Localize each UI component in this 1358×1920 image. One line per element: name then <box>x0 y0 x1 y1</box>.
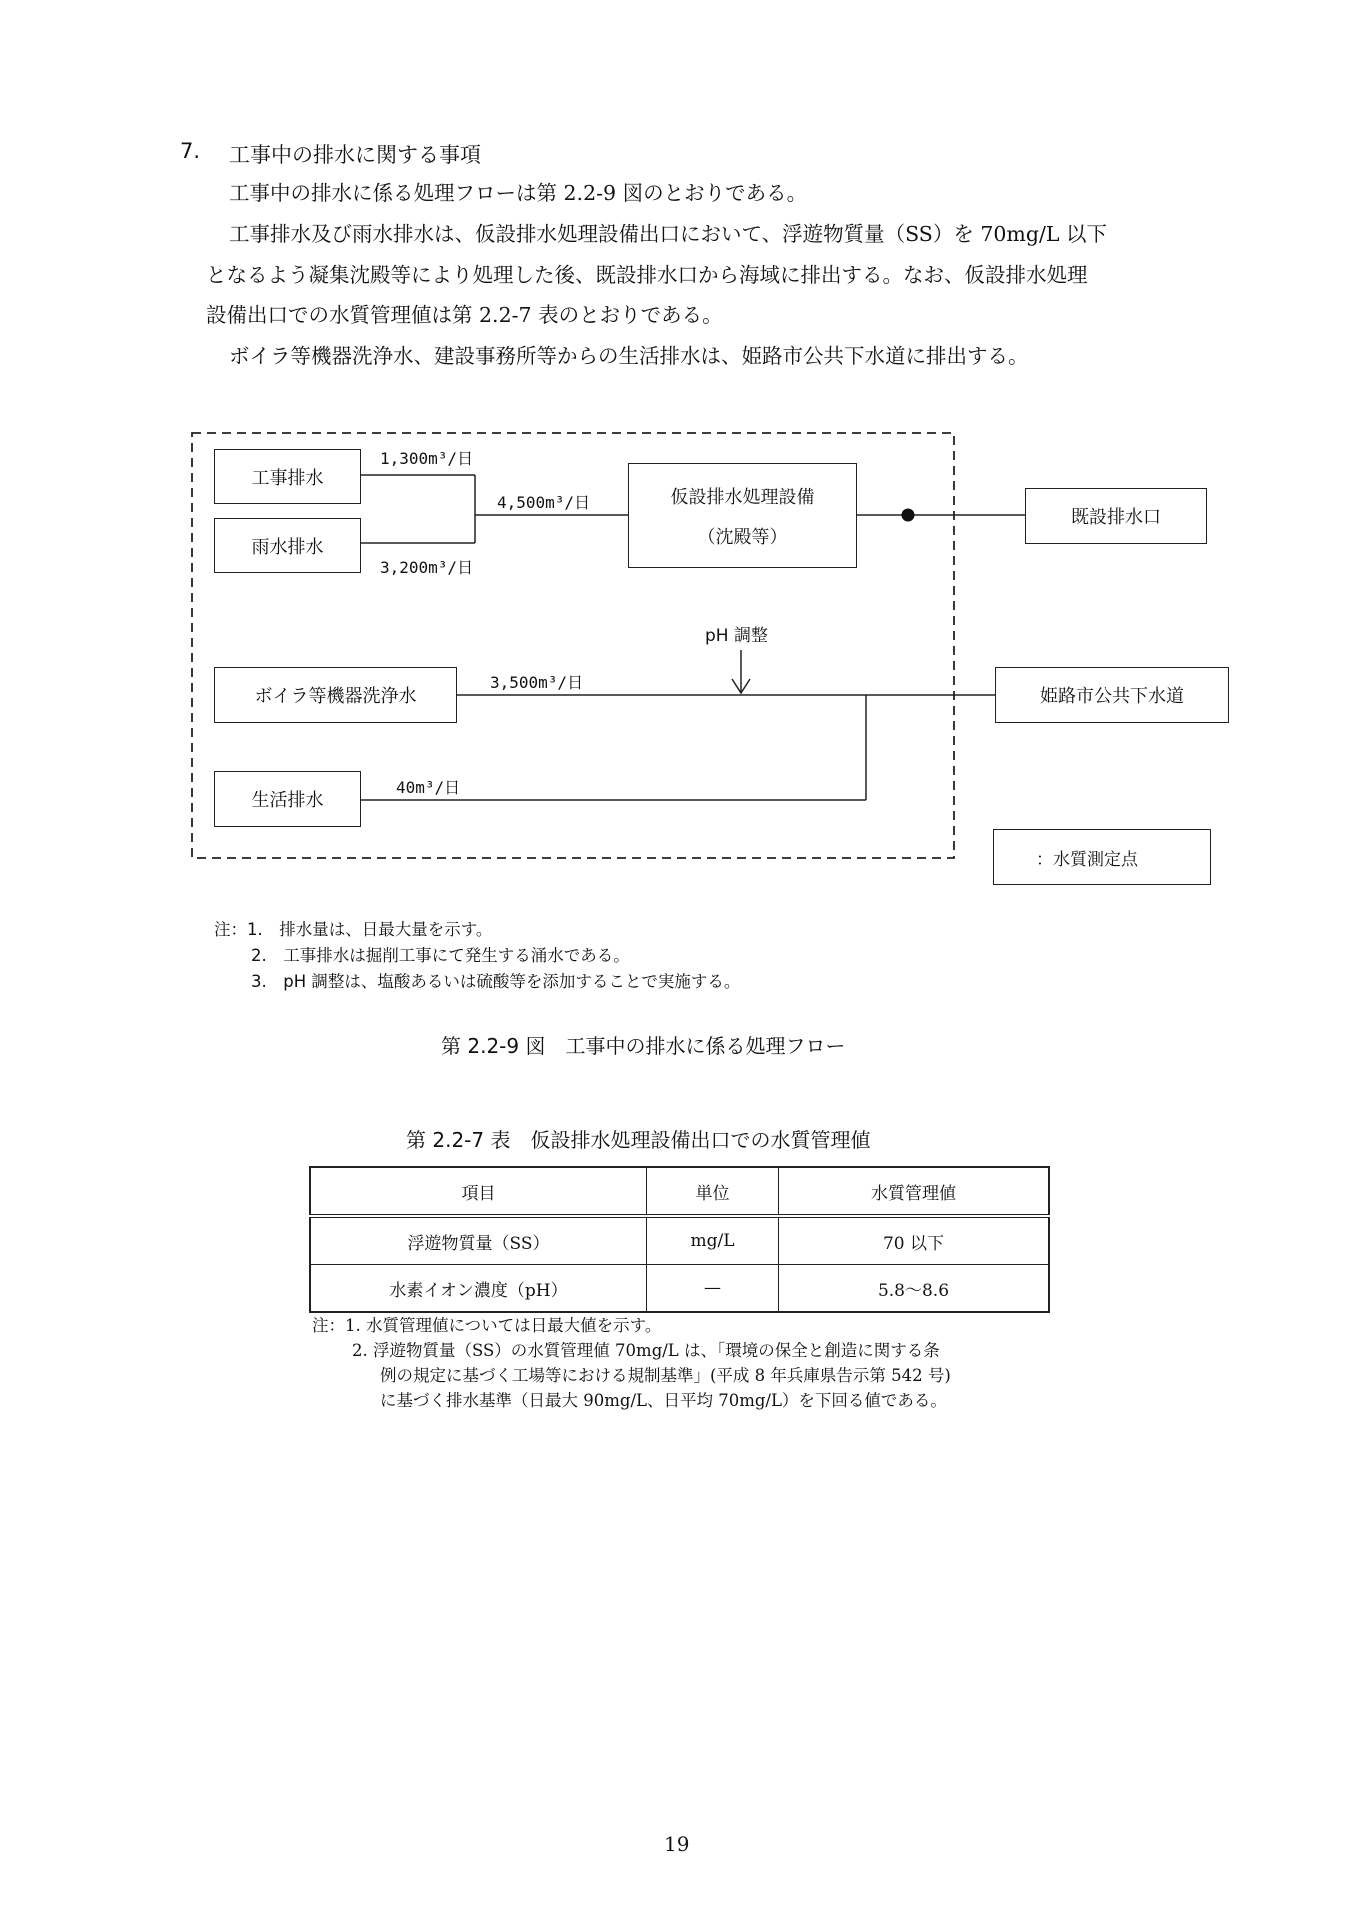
paragraph-line: 工事中の排水に係る処理フローは第 2.2-9 図のとおりである。 <box>229 181 808 205</box>
section-number: 7. <box>180 139 201 163</box>
flow-label-domestic: 40m³/日 <box>396 778 461 797</box>
flow-diagram-lines <box>0 0 1358 900</box>
table-note: 注：1. 水質管理値については日最大値を示す。 <box>312 1316 662 1335</box>
header-unit: 単位 <box>647 1167 779 1216</box>
paragraph-line: 工事排水及び雨水排水は、仮設排水処理設備出口において、浮遊物質量（SS）を 70mg/L 以下 <box>229 222 1108 246</box>
table-note: に基づく排水基準（日最大 90mg/L、日平均 70mg/L）を下回る値である。 <box>380 1391 947 1410</box>
cell-item: 浮遊物質量（SS） <box>310 1216 647 1265</box>
legend-text: ：水質測定点 <box>1036 849 1138 870</box>
table-note: 例の規定に基づく工場等における規制基準」(平成 8 年兵庫県告示第 542 号) <box>380 1366 951 1385</box>
table-caption: 第 2.2-7 表 仮設排水処理設備出口での水質管理値 <box>406 1128 871 1152</box>
treatment-sublabel: （沈殿等） <box>697 526 788 548</box>
box-legend <box>993 829 1211 885</box>
ph-adjust-label: pH 調整 <box>705 626 768 646</box>
paragraph-line: 設備出口での水質管理値は第 2.2-7 表のとおりである。 <box>206 303 723 327</box>
header-value: 水質管理値 <box>779 1167 1050 1216</box>
figure-note: 注：1. 排水量は、日最大量を示す。 <box>214 920 493 939</box>
box-domestic-drain: 生活排水 <box>214 771 361 827</box>
header-item: 項目 <box>310 1167 647 1216</box>
figure-note: 2. 工事排水は掘削工事にて発生する涌水である。 <box>251 946 630 965</box>
figure-caption: 第 2.2-9 図 工事中の排水に係る処理フロー <box>441 1034 846 1058</box>
flow-diagram <box>0 0 1358 900</box>
page-number: 19 <box>664 1832 690 1856</box>
box-construction-drain: 工事排水 <box>214 449 361 504</box>
measurement-point-marker <box>902 509 915 522</box>
flow-label-rain: 3,200m³/日 <box>380 558 474 577</box>
flow-label-combined: 4,500m³/日 <box>497 493 591 512</box>
cell-value: 5.8～8.6 <box>779 1265 1050 1313</box>
box-boiler-wash: ボイラ等機器洗浄水 <box>214 667 457 723</box>
section-title: 工事中の排水に関する事項 <box>229 143 481 167</box>
treatment-label: 仮設排水処理設備 <box>670 486 815 508</box>
table-note: 2. 浮遊物質量（SS）の水質管理値 70mg/L は、「環境の保全と創造に関する条 <box>352 1341 940 1360</box>
figure-note: 3. pH 調整は、塩酸あるいは硫酸等を添加することで実施する。 <box>251 972 741 991</box>
box-temporary-treatment <box>628 463 857 568</box>
table-header-row <box>310 1167 1049 1216</box>
box-rain-drain: 雨水排水 <box>214 518 361 573</box>
paragraph-line: となるよう凝集沈殿等により処理した後、既設排水口から海域に排出する。なお、仮設排水処理 <box>206 263 1088 287</box>
cell-unit: — <box>647 1265 779 1313</box>
flow-label-construction: 1,300m³/日 <box>380 449 474 468</box>
box-existing-outlet: 既設排水口 <box>1025 488 1207 544</box>
table-row <box>310 1216 1049 1265</box>
box-himeji-sewer: 姫路市公共下水道 <box>995 667 1229 723</box>
paragraph-line: ボイラ等機器洗浄水、建設事務所等からの生活排水は、姫路市公共下水道に排出する。 <box>229 344 1029 368</box>
table-row <box>310 1265 1049 1313</box>
water-quality-table <box>309 1166 1050 1313</box>
cell-unit: mg/L <box>647 1216 779 1265</box>
cell-item: 水素イオン濃度（pH） <box>310 1265 647 1313</box>
cell-value: 70 以下 <box>779 1216 1050 1265</box>
flow-label-boiler: 3,500m³/日 <box>490 673 584 692</box>
